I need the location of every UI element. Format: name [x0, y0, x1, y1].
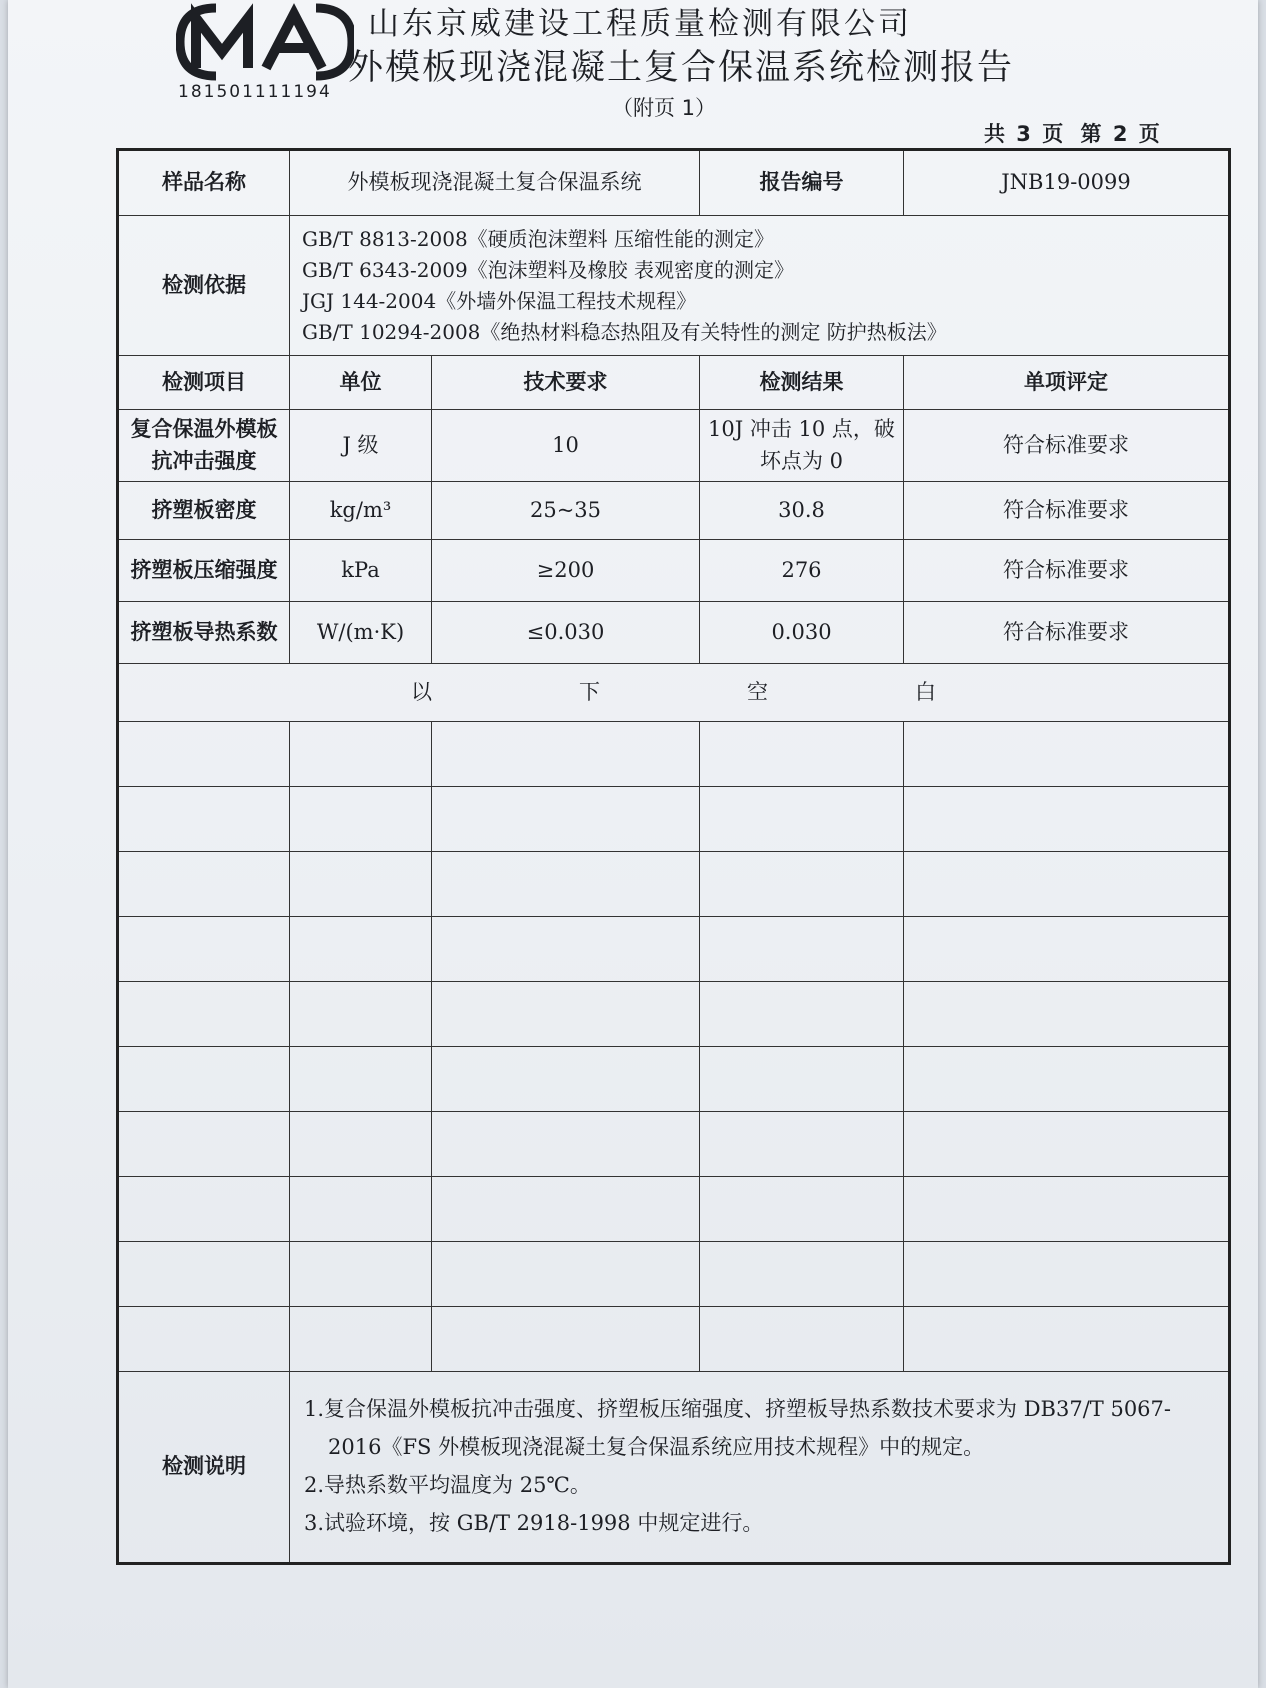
empty-row	[118, 982, 1230, 1047]
company-name: 山东京威建设工程质量检测有限公司	[368, 6, 912, 42]
table-row	[118, 540, 1230, 602]
blank-marker-char: 下	[579, 679, 600, 704]
basis-standard: GB/T 6343-2009《泡沫塑料及橡胶 表观密度的测定》	[302, 257, 795, 282]
note-line: 2016《FS 外模板现浇混凝土复合保温系统应用技术规程》中的规定。	[328, 1435, 985, 1460]
test-unit: kPa	[290, 540, 432, 602]
basis-standard: GB/T 10294-2008《绝热材料稳态热阻及有关特性的测定 防护热板法》	[302, 319, 947, 344]
page-total: 共 3 页	[984, 122, 1066, 146]
basis-list	[290, 216, 1230, 356]
test-requirement: ≥200	[432, 540, 700, 602]
sample-name-label: 样品名称	[118, 150, 290, 216]
blank-marker	[118, 664, 1230, 722]
blank-marker-char: 空	[747, 679, 768, 704]
cma-logo	[176, 2, 354, 82]
empty-row	[118, 1177, 1230, 1242]
report-sheet	[8, 0, 1258, 1688]
test-requirement: 25~35	[432, 482, 700, 540]
empty-row	[118, 917, 1230, 982]
table-row	[118, 602, 1230, 664]
test-unit: J 级	[290, 410, 432, 482]
blank-marker-row	[118, 664, 1230, 722]
table-row	[118, 410, 1230, 482]
empty-row	[118, 1047, 1230, 1112]
empty-row	[118, 722, 1230, 787]
sample-row	[118, 150, 1230, 216]
notes-label: 检测说明	[118, 1372, 290, 1564]
test-result: 10J 冲击 10 点，破坏点为 0	[700, 410, 904, 482]
report-table	[116, 148, 1231, 1565]
col-header-unit: 单位	[290, 356, 432, 410]
col-header-result: 检测结果	[700, 356, 904, 410]
annex-label: （附页 1）	[612, 96, 717, 120]
blank-marker-char: 以	[411, 679, 432, 704]
notes-row	[118, 1372, 1230, 1564]
basis-row	[118, 216, 1230, 356]
test-unit: kg/m³	[290, 482, 432, 540]
test-requirement: ≤0.030	[432, 602, 700, 664]
test-evaluation: 符合标准要求	[904, 602, 1230, 664]
blank-marker-char: 白	[915, 679, 936, 704]
empty-row	[118, 787, 1230, 852]
report-no-value: JNB19-0099	[904, 150, 1230, 216]
empty-row	[118, 1242, 1230, 1307]
col-header-item: 检测项目	[118, 356, 290, 410]
empty-row	[118, 1112, 1230, 1177]
basis-standard: GB/T 8813-2008《硬质泡沫塑料 压缩性能的测定》	[302, 226, 775, 251]
test-result: 30.8	[700, 482, 904, 540]
basis-standard: JGJ 144-2004《外墙外保温工程技术规程》	[302, 288, 697, 313]
report-no-label: 报告编号	[700, 150, 904, 216]
test-evaluation: 符合标准要求	[904, 410, 1230, 482]
test-item: 挤塑板密度	[118, 482, 290, 540]
test-evaluation: 符合标准要求	[904, 482, 1230, 540]
test-item: 挤塑板压缩强度	[118, 540, 290, 602]
note-line: 2.导热系数平均温度为 25℃。	[304, 1473, 591, 1497]
report-title: 外模板现浇混凝土复合保温系统检测报告	[348, 48, 1015, 88]
test-evaluation: 符合标准要求	[904, 540, 1230, 602]
table-header-row	[118, 356, 1230, 410]
test-requirement: 10	[432, 410, 700, 482]
table-row	[118, 482, 1230, 540]
note-line: 3.试验环境，按 GB/T 2918-1998 中规定进行。	[304, 1510, 764, 1535]
test-result: 276	[700, 540, 904, 602]
page-count	[984, 118, 1168, 148]
empty-row	[118, 852, 1230, 917]
empty-row	[118, 1307, 1230, 1372]
test-item: 挤塑板导热系数	[118, 602, 290, 664]
test-result: 0.030	[700, 602, 904, 664]
notes-content	[290, 1372, 1230, 1564]
test-unit: W/(m·K)	[290, 602, 432, 664]
sample-name-value: 外模板现浇混凝土复合保温系统	[290, 150, 700, 216]
col-header-requirement: 技术要求	[432, 356, 700, 410]
page-current: 第 2 页	[1080, 122, 1162, 146]
basis-label: 检测依据	[118, 216, 290, 356]
cma-certificate-number: 181501111194	[178, 82, 332, 102]
col-header-evaluation: 单项评定	[904, 356, 1230, 410]
note-line: 1.复合保温外模板抗冲击强度、挤塑板压缩强度、挤塑板导热系数技术要求为 DB37/T 5067-	[304, 1397, 1171, 1422]
test-item: 复合保温外模板抗冲击强度	[118, 410, 290, 482]
